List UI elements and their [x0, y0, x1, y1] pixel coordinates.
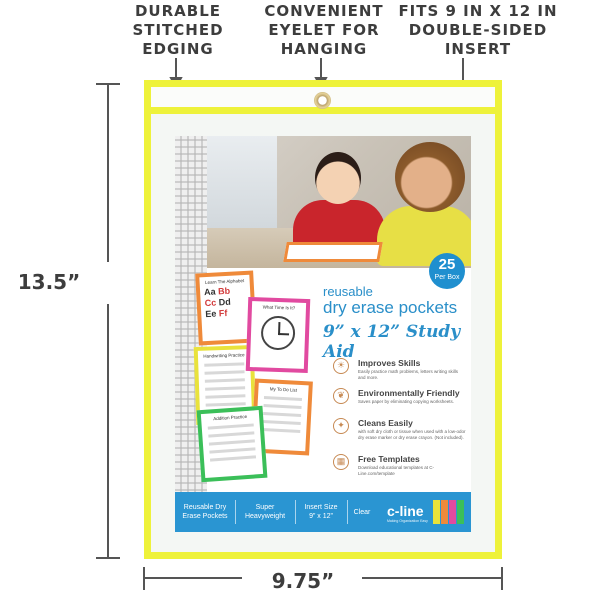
alphabet-letters: Aa Bb Cc Dd Ee Ff [203, 285, 231, 320]
clock-icon [260, 315, 295, 350]
worksheet-handwriting: Handwriting Practice [194, 345, 257, 425]
insert-sheet: 25 Per Box reusable dry erase pockets 9” x 12” Study Aid Learn The Alphabet Aa Bb Cc Dd Ee Ff Handwriting Practice What Time Is It? My To Do List Addition Practice ☀ Improves Skills Easily practice math problems, letters writing skills and more. ❦ Environmentally Friendly Saves paper by eliminating copying worksheets. ✦ Cleans Easily with soft dry cloth or tissue when used with a low-odor dry erase marker or dry erase crayon. (Not included). ▦ Free Templates Download educational templates at C-Line.com/template Reusable Dry Erase Pockets Super Heavyweight Insert Size 9” x 12” Clear c-line Making Organization Easy [175, 136, 471, 532]
worksheet-clock: What Time Is It? [246, 297, 311, 373]
spec-clear: Clear [353, 508, 371, 516]
callout-stitched-edging: DURABLE STITCHED EDGING [132, 2, 224, 58]
sparkle-icon: ✦ [333, 418, 349, 434]
color-swatch [457, 500, 464, 524]
child-right-head [395, 142, 465, 212]
color-swatch [433, 500, 440, 524]
child-left-head [315, 152, 361, 204]
brand-logo: c-line [387, 503, 424, 519]
title-study-aid: 9” x 12” Study Aid [323, 322, 461, 362]
photo-worksheet [283, 242, 383, 262]
spec-bar [175, 492, 471, 532]
worksheet-todo: My To Do List [251, 379, 313, 456]
eyelet-icon [314, 92, 331, 109]
children-photo [207, 136, 471, 268]
width-label: 9.75” [271, 569, 335, 593]
pocket-top-flap [151, 87, 495, 114]
spec-heavyweight: Super Heavyweight [244, 504, 286, 520]
title-product: dry erase pockets [323, 298, 458, 317]
spec-reusable: Reusable Dry Erase Pockets [182, 504, 228, 520]
title-reusable: reusable [323, 284, 373, 299]
worksheet-addition: Addition Practice [197, 406, 268, 482]
worksheet-alphabet: Learn The Alphabet Aa Bb Cc Dd Ee Ff [195, 271, 257, 346]
color-swatch [441, 500, 448, 524]
leaf-icon: ❦ [333, 388, 349, 404]
spec-insert-size: Insert Size 9” x 12” [304, 504, 338, 520]
lightbulb-icon: ☀ [333, 358, 349, 374]
grid-icon: ▦ [333, 454, 349, 470]
count-badge: 25 Per Box [429, 253, 465, 289]
color-swatch [449, 500, 456, 524]
callout-eyelet: CONVENIENT EYELET FOR HANGING [264, 2, 384, 58]
brand-tagline: Making Organization Easy [387, 519, 428, 523]
height-label: 13.5” [17, 270, 81, 294]
callout-insert-size: FITS 9 IN X 12 IN DOUBLE-SIDED INSERT [398, 2, 558, 58]
